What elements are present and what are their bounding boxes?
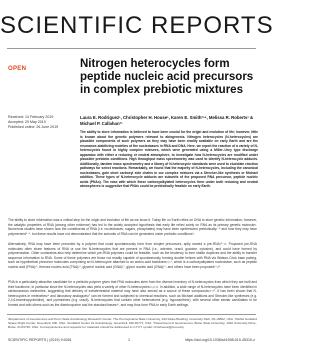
body-paragraph: PNA is a particularly attractive candidate for a prebiotic polymer given that PNA molecules stem from the diverse inventory of N-heterocycles from which they are built and their backbone, in particular since the N-heterocycles also yield a variety of other N-heterocycles¹¹,²¹,²². In addition, a wide range of N-heterocycles have been identified in carbonaceous meteorites, suggesting that delivery of extraterrestrial material may have also served as a source of these compounds²³⁻²⁵. It has been shown that N-heterocycles in meteorites²⁶ and laboratory analogues²⁷ can be formed and subjected to chemical reactions, such as Michael additions and Strecker-like syntheses (e.g. 2,4,6-triaminopyrimidine), and pyrimidines (e.g. uracil), N-heterocycles that contain other heteroatoms (e.g. hypoxanthine), with several other similar candidates to be formed and with others such as the diaminopurine and the standard bases²⁸, and may thus form PNA in early Earth settings. bbox=[8, 280, 257, 307]
affiliations: ¹Department of Geosciences and Penn State Astrobiology Research Center, The Pennsylvania State University, 220 Deike Building, University Park, PA 16802, USA. ²NASA Goddard Space Flight Center, Greenbelt, MD, USA. ³Goddard Center for Astrobiology, Greenbelt, MD 20771, USA. ⁴Department of Geosciences, Boise State University, 1910 University Drive, Boise, ID 83725, USA. Correspondence and requests for materials should be addressed to C.H.H. (email: chrishouse@psu.edu) bbox=[8, 317, 257, 330]
published-date: Published online: 26 June 2019 bbox=[8, 125, 59, 129]
article-title: Nitrogen heterocycles form peptide nucleic acid precursors in complex prebiotic mixtures bbox=[80, 58, 254, 96]
journal-masthead: SCIENTIFIC REPORTS bbox=[0, 12, 274, 39]
body-paragraph: The ability to store information was a critical step for the origin and evolution of life as we know it. Today life on Earth relies on DNA to store genetic information; however, the catalytic properties of RNA (among other evidence) has led to the widely accepted hypothesis that early life relied solely on RNA as its primary genetic molecule¹. Numerous studies have shown how the constituents of RNA (i.e. nucleobases, sugars, phosphates) may have been synthesized prebiotically²⁻⁵ and how they may have polymerized⁶⁻⁸, but these results have not demonstrated that the subunits of RNA can be generated under prebiotic conditions⁹. bbox=[8, 218, 257, 236]
footer-journal-citation: SCIENTIFIC REPORTS | (2019) 9:9281 bbox=[8, 338, 72, 342]
doi-link[interactable]: https://doi.org/10.1038/s41598-019-45310-z bbox=[185, 338, 255, 342]
author-list: Laura E. Rodriguez¹, Christopher H. House¹, Karen E. Smith²³⁴, Melissa R. Roberts¹ & Michael P. Callahan²³ bbox=[80, 115, 254, 126]
received-date: Received: 14 February 2019 bbox=[8, 115, 54, 119]
body-paragraph: Alternatively, RNA may have been preceded by a polymer that could spontaneously form from simpler precursors, aptly named a pre-RNA¹⁰⁻¹². Proposed pre-RNA molecules often share features of RNA or use the N-heterocycles that are present in RNA (i.e., adenine, uracil, guanine, cytosine), and could have formed by polymerization. Other constraints also help determine which pre-RNA polymers could be feasible, such as the tendency to form stable duplexes and the ability to transfer sequence information to RNA. Some of these polymers are those not readily capable of spontaneously forming double helices with RNA via Watson-Crick base pairing, such as hypothetical precursor molecules comprising an N-heterocycle attached to an amino-acid backbone¹³,¹⁴, which is a carboxyalkylated nucleobase, such as peptide nucleic acid (PNA)¹⁵, threose nucleic acid (TNA)¹⁶, glycerol nucleic acid (GNA)¹⁷, glycol nucleic acid (GNA)¹⁸, and others have been proposed¹⁹,²⁰. bbox=[8, 242, 257, 269]
masthead-rule bbox=[7, 48, 256, 49]
accepted-date: Accepted: 29 May 2019 bbox=[8, 120, 46, 124]
page-number: 1 bbox=[128, 338, 130, 342]
affiliation-rule bbox=[7, 314, 256, 315]
article-dates bbox=[8, 115, 78, 130]
open-access-badge: OPEN bbox=[8, 66, 27, 72]
abstract: The ability to store information is believed to have been crucial for the origin and evolution of life; however, little is known about the genetic polymers relevant to abiogenesis. Nitrogen heterocycles (N-heterocycles) are plausible components of such polymers as they may have been readily available on early Earth and are the resonance-stabilizing moieties of the nucleobases in RNA and DNA. Here, we report the reaction of a variety of N-heterocycles found in highly complex mixtures, which were generated using a Miller–Urey type discharge apparatus with either a reducing or neutral atmosphere, to investigate how N-heterocycles are modified under plausible prebiotic conditions. High throughput mass spectrometry was used to identify N-heterocycle adducts. Additionally, tandem mass spectrometry and a library of N-heterocycle standards were used to elucidate reaction pathways for select reactions. Remarkably, we found that the majority of N-heterocycles, including the canonical nucleobases, gain short carboxyl side chains in our complex mixtures via a Strecker-like synthesis or Michael addition. These types of N-heterocycle adducts are subunits of the proposed RNA precursor, peptide nucleic acids (PNAs). The ease with which these carboxyalkylated heterocycles form under both reducing and neutral atmospheres is suggestive that PNAs could be prebiotically feasible on early Earth. bbox=[80, 130, 258, 188]
